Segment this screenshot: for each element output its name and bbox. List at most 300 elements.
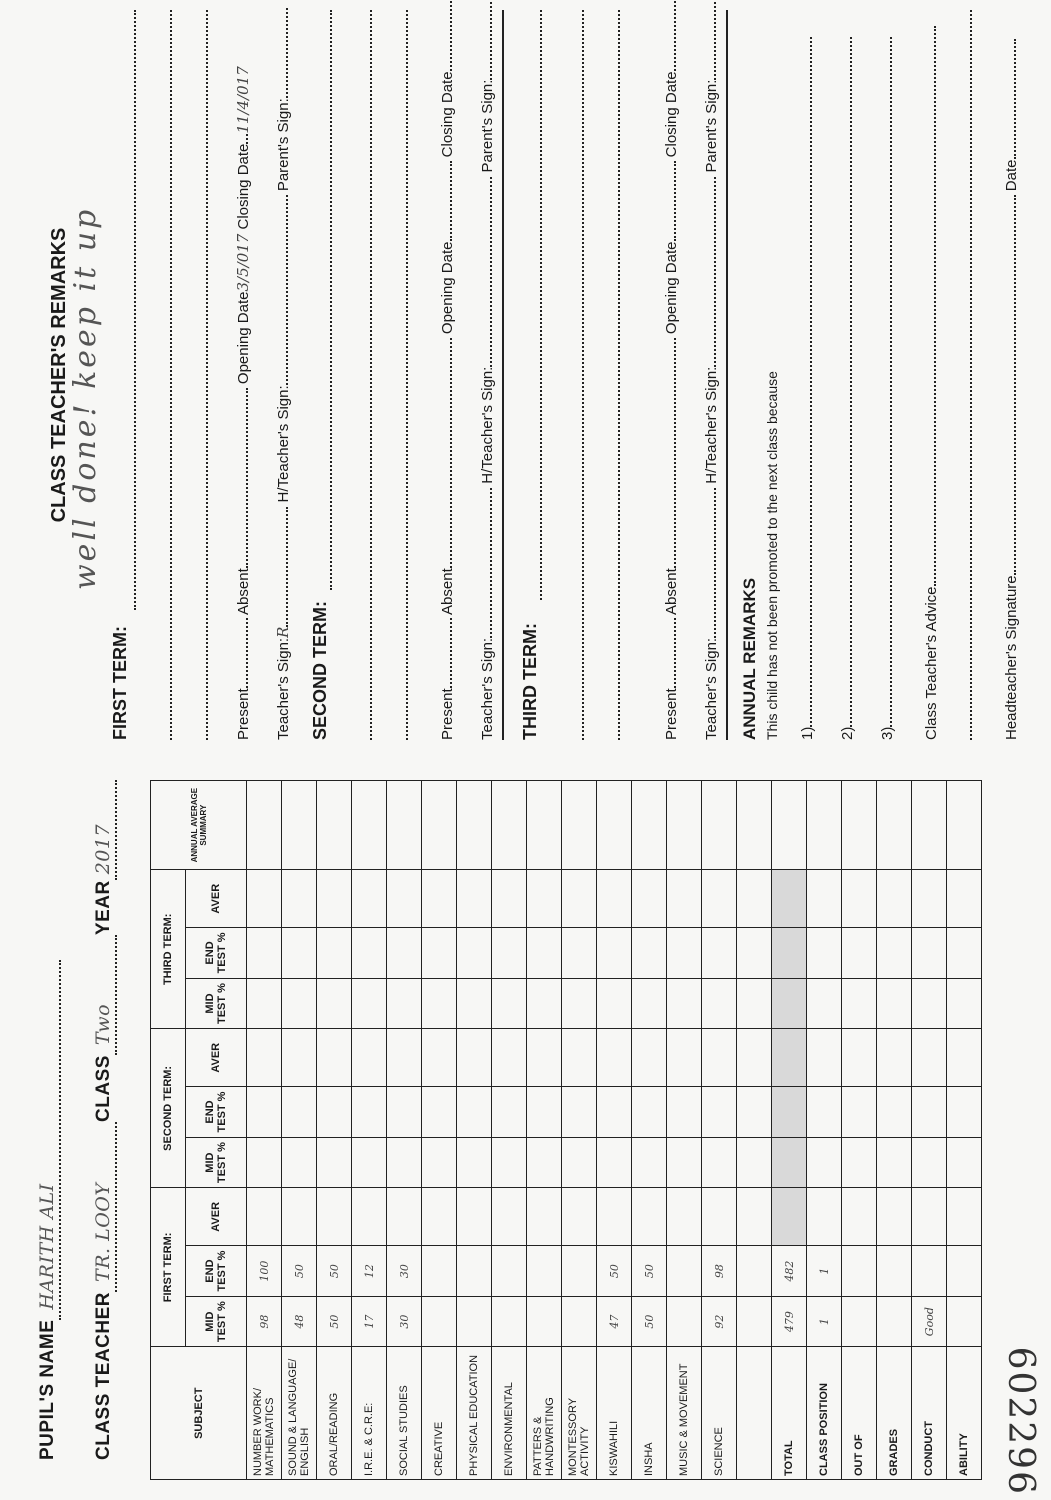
- t1-mid-summary-cell: Good: [912, 1296, 947, 1347]
- subject-cell: ORAL/READING: [317, 1347, 352, 1480]
- empty-cell: [492, 1137, 527, 1188]
- t1-mid-cell: 48: [282, 1296, 317, 1347]
- empty-cell: [457, 928, 492, 979]
- t1-mid-cell: 50: [632, 1296, 667, 1347]
- t1-mid-cell: [422, 1296, 457, 1347]
- t1-mid-cell: 92: [702, 1296, 737, 1347]
- empty-cell: [877, 928, 912, 979]
- empty-cell: [597, 978, 632, 1029]
- empty-cell: [912, 1137, 947, 1188]
- t1-end-summary-cell: 1: [807, 1246, 842, 1297]
- t1-end-cell: 30: [387, 1246, 422, 1297]
- t1-mid-cell: 50: [317, 1296, 352, 1347]
- empty-cell: [247, 928, 282, 979]
- class-info-line: [92, 780, 117, 1460]
- class-teacher-label: CLASS TEACHER: [93, 1291, 114, 1460]
- subject-cell: SOUND & LANGUAGE/ ENGLISH: [282, 1347, 317, 1480]
- first-term-line-3: [206, 10, 208, 740]
- empty-cell: [702, 1087, 737, 1138]
- empty-cell: [247, 1087, 282, 1138]
- table-row: [667, 781, 702, 1480]
- serial-number-stamp: 602296: [1000, 1346, 1041, 1496]
- empty-cell: [947, 781, 982, 870]
- empty-cell: [527, 978, 562, 1029]
- empty-cell: [807, 1188, 842, 1246]
- empty-cell: [667, 781, 702, 870]
- first-term-signatures: Teacher's Sign:R H/Teacher's Sign: Parent's Sign:: [272, 8, 292, 740]
- summary-row: [807, 781, 842, 1480]
- empty-cell: [457, 1137, 492, 1188]
- annual-item-2: 2): [836, 37, 856, 740]
- third-term-divider: [726, 10, 728, 740]
- empty-cell: [667, 1029, 702, 1087]
- empty-cell: [352, 870, 387, 928]
- t1-end-summary-cell: [912, 1246, 947, 1297]
- empty-cell: [702, 870, 737, 928]
- empty-cell: [877, 1087, 912, 1138]
- empty-cell: [317, 1087, 352, 1138]
- empty-cell: [912, 1029, 947, 1087]
- empty-cell: [527, 1137, 562, 1188]
- t1-mid-summary-cell: 479: [772, 1296, 807, 1347]
- subject-cell: I.R.E. & C.R.E:: [352, 1347, 387, 1480]
- t1-end-cell: [492, 1246, 527, 1297]
- empty-cell: [387, 978, 422, 1029]
- pupil-name-line: [36, 960, 61, 1460]
- empty-cell: [772, 1029, 807, 1087]
- empty-cell: [632, 1188, 667, 1246]
- subject-cell: NUMBER WORK/ MATHEMATICS: [247, 1347, 282, 1480]
- empty-cell: [702, 978, 737, 1029]
- empty-cell: [807, 1137, 842, 1188]
- empty-cell: [737, 978, 772, 1029]
- annual-remarks-label: ANNUAL REMARKS: [740, 577, 759, 740]
- summary-label-cell: ABILITY: [947, 1347, 982, 1480]
- t1-mid-summary-cell: [877, 1296, 912, 1347]
- empty-cell: [807, 870, 842, 928]
- empty-cell: [772, 1087, 807, 1138]
- empty-cell: [317, 978, 352, 1029]
- table-row: [492, 781, 527, 1480]
- empty-cell: [247, 1029, 282, 1087]
- t3-end-header: END TEST %: [186, 928, 247, 979]
- first-term-line-1: [134, 10, 136, 610]
- table-row: [422, 781, 457, 1480]
- empty-cell: [947, 1029, 982, 1087]
- subject-cell: MONTESSORY ACTIVITY: [562, 1347, 597, 1480]
- empty-cell: [947, 1188, 982, 1246]
- summary-row: [842, 781, 877, 1480]
- t1-end-summary-cell: [877, 1246, 912, 1297]
- empty-cell: [912, 978, 947, 1029]
- t1-mid-summary-cell: 1: [807, 1296, 842, 1347]
- empty-cell: [842, 1137, 877, 1188]
- t1-end-cell: 50: [282, 1246, 317, 1297]
- empty-cell: [562, 781, 597, 870]
- summary-row: [912, 781, 947, 1480]
- second-term-label: SECOND TERM:: [310, 601, 330, 740]
- empty-cell: [912, 1087, 947, 1138]
- empty-cell: [772, 928, 807, 979]
- empty-cell: [492, 781, 527, 870]
- t1-end-cell: 50: [632, 1246, 667, 1297]
- empty-cell: [632, 1029, 667, 1087]
- empty-cell: [912, 781, 947, 870]
- empty-cell: [807, 1087, 842, 1138]
- t1-end-cell: 12: [352, 1246, 387, 1297]
- empty-cell: [667, 1087, 702, 1138]
- empty-cell: [842, 1087, 877, 1138]
- empty-cell: [702, 928, 737, 979]
- remarks-section: [0, 0, 1051, 740]
- t1-mid-cell: 47: [597, 1296, 632, 1347]
- empty-cell: [702, 1188, 737, 1246]
- second-term-header: SECOND TERM:: [151, 1029, 186, 1188]
- class-teacher-value: TR. LOOY: [92, 1182, 114, 1282]
- t1-mid-cell: 98: [247, 1296, 282, 1347]
- empty-cell: [282, 1137, 317, 1188]
- t1-end-cell: [457, 1246, 492, 1297]
- table-row: [317, 781, 352, 1480]
- second-term-line-2: [370, 10, 372, 740]
- empty-cell: [387, 928, 422, 979]
- first-closing-date: 11/4/017: [234, 66, 252, 134]
- summary-label-cell: CONDUCT: [912, 1347, 947, 1480]
- empty-cell: [422, 978, 457, 1029]
- advice-line-2: [970, 10, 972, 740]
- empty-cell: [597, 928, 632, 979]
- empty-cell: [772, 978, 807, 1029]
- subject-cell: INSHA: [632, 1347, 667, 1480]
- t1-mid-cell: 17: [352, 1296, 387, 1347]
- empty-cell: [387, 1188, 422, 1246]
- empty-cell: [457, 1029, 492, 1087]
- annual-item-3: 3): [876, 37, 896, 740]
- empty-cell: [667, 928, 702, 979]
- subject-cell: PATTERS & HANDWRITING: [527, 1347, 562, 1480]
- empty-cell: [807, 781, 842, 870]
- table-row: [387, 781, 422, 1480]
- empty-cell: [877, 870, 912, 928]
- empty-cell: [632, 978, 667, 1029]
- summary-label-cell: GRADES: [877, 1347, 912, 1480]
- subject-cell: SCIENCE: [702, 1347, 737, 1480]
- empty-cell: [877, 781, 912, 870]
- empty-cell: [422, 1188, 457, 1246]
- empty-cell: [282, 1188, 317, 1246]
- t1-mid-cell: 30: [387, 1296, 422, 1347]
- empty-cell: [317, 1137, 352, 1188]
- third-term-signatures: Teacher's Sign: H/Teacher's Sign: Parent's Sign:: [700, 0, 720, 740]
- t1-end-cell: 50: [597, 1246, 632, 1297]
- t1-mid-cell: [457, 1296, 492, 1347]
- empty-cell: [352, 928, 387, 979]
- empty-cell: [737, 1087, 772, 1138]
- empty-cell: [562, 1087, 597, 1138]
- empty-cell: [352, 978, 387, 1029]
- empty-cell: [702, 1137, 737, 1188]
- second-term-signatures: Teacher's Sign: H/Teacher's Sign: Parent's Sign:: [476, 0, 496, 740]
- t1-mid-summary-cell: [842, 1296, 877, 1347]
- empty-cell: [807, 978, 842, 1029]
- empty-cell: [247, 1188, 282, 1246]
- empty-cell: [352, 1087, 387, 1138]
- empty-cell: [667, 1188, 702, 1246]
- empty-cell: [772, 870, 807, 928]
- t1-end-summary-cell: [842, 1246, 877, 1297]
- empty-cell: [527, 781, 562, 870]
- t3-mid-header: MID TEST %: [186, 978, 247, 1029]
- empty-cell: [562, 1188, 597, 1246]
- empty-cell: [422, 1137, 457, 1188]
- marks-table: [150, 780, 982, 1480]
- empty-cell: [422, 1029, 457, 1087]
- empty-cell: [352, 1188, 387, 1246]
- empty-cell: [317, 928, 352, 979]
- empty-cell: [597, 1137, 632, 1188]
- empty-cell: [317, 870, 352, 928]
- table-row: [352, 781, 387, 1480]
- empty-cell: [282, 870, 317, 928]
- empty-cell: [282, 1029, 317, 1087]
- subject-cell: ENVIRONMENTAL: [492, 1347, 527, 1480]
- empty-cell: [597, 1029, 632, 1087]
- t1-mid-header: MID TEST %: [186, 1296, 247, 1347]
- empty-cell: [737, 870, 772, 928]
- summary-label-cell: CLASS POSITION: [807, 1347, 842, 1480]
- empty-cell: [877, 978, 912, 1029]
- pupil-name-label: PUPIL'S NAME: [37, 1319, 58, 1460]
- empty-cell: [912, 1188, 947, 1246]
- first-teacher-signature: R: [274, 626, 292, 638]
- empty-cell: [317, 1029, 352, 1087]
- empty-cell: [877, 1188, 912, 1246]
- empty-cell: [737, 1137, 772, 1188]
- empty-cell: [842, 928, 877, 979]
- empty-cell: [597, 781, 632, 870]
- empty-cell: [492, 1029, 527, 1087]
- empty-cell: [422, 781, 457, 870]
- t1-mid-cell: [737, 1296, 772, 1347]
- empty-cell: [562, 1137, 597, 1188]
- subject-cell: PHYSICAL EDUCATION: [457, 1347, 492, 1480]
- empty-cell: [317, 1188, 352, 1246]
- empty-cell: [492, 978, 527, 1029]
- empty-cell: [842, 781, 877, 870]
- empty-cell: [387, 1029, 422, 1087]
- empty-cell: [632, 928, 667, 979]
- t2-mid-header: MID TEST %: [186, 1137, 247, 1188]
- pupil-name-value: HARITH ALI: [36, 1183, 58, 1310]
- empty-cell: [632, 781, 667, 870]
- empty-cell: [947, 928, 982, 979]
- table-row: [702, 781, 737, 1480]
- table-row: [282, 781, 317, 1480]
- empty-cell: [492, 1188, 527, 1246]
- empty-cell: [282, 928, 317, 979]
- empty-cell: [527, 1188, 562, 1246]
- empty-cell: [562, 928, 597, 979]
- year-label: YEAR: [93, 880, 114, 936]
- annual-item-1: 1): [796, 37, 816, 740]
- empty-cell: [737, 1029, 772, 1087]
- t2-aver-header: AVER: [186, 1029, 247, 1087]
- empty-cell: [527, 928, 562, 979]
- empty-cell: [947, 1087, 982, 1138]
- empty-cell: [562, 978, 597, 1029]
- empty-cell: [527, 870, 562, 928]
- empty-cell: [737, 928, 772, 979]
- first-term-line-2: [170, 10, 172, 740]
- empty-cell: [422, 1087, 457, 1138]
- annual-remarks-sentence: This child has not been promoted to the next class because: [764, 371, 780, 740]
- empty-cell: [317, 781, 352, 870]
- empty-cell: [667, 1137, 702, 1188]
- empty-cell: [947, 978, 982, 1029]
- empty-cell: [807, 928, 842, 979]
- third-term-label: THIRD TERM:: [520, 623, 540, 740]
- empty-cell: [562, 1029, 597, 1087]
- empty-cell: [387, 781, 422, 870]
- table-row: [562, 781, 597, 1480]
- empty-cell: [247, 978, 282, 1029]
- subject-cell: MUSIC & MOVEMENT: [667, 1347, 702, 1480]
- t1-end-cell: [737, 1246, 772, 1297]
- table-row: [737, 781, 772, 1480]
- empty-cell: [632, 870, 667, 928]
- empty-cell: [282, 781, 317, 870]
- table-row: [597, 781, 632, 1480]
- summary-row: [772, 781, 807, 1480]
- empty-cell: [457, 978, 492, 1029]
- t2-end-header: END TEST %: [186, 1087, 247, 1138]
- empty-cell: [247, 870, 282, 928]
- third-term-line-2: [582, 10, 584, 740]
- table-row: [457, 781, 492, 1480]
- subject-cell: CREATIVE: [422, 1347, 457, 1480]
- marks-section: [0, 750, 1051, 1500]
- empty-cell: [912, 928, 947, 979]
- summary-label-cell: OUT OF: [842, 1347, 877, 1480]
- empty-cell: [527, 1029, 562, 1087]
- annual-average-header: ANNUAL AVERAGE SUMMARY: [151, 781, 247, 870]
- empty-cell: [282, 1087, 317, 1138]
- empty-cell: [912, 870, 947, 928]
- empty-cell: [772, 1137, 807, 1188]
- t1-mid-cell: [492, 1296, 527, 1347]
- empty-cell: [527, 1087, 562, 1138]
- empty-cell: [772, 781, 807, 870]
- first-term-label: FIRST TERM:: [110, 626, 130, 740]
- t1-mid-cell: [527, 1296, 562, 1347]
- t1-mid-cell: [667, 1296, 702, 1347]
- empty-cell: [282, 978, 317, 1029]
- empty-cell: [387, 1087, 422, 1138]
- third-term-header: THIRD TERM:: [151, 870, 186, 1029]
- empty-cell: [422, 928, 457, 979]
- t1-end-summary-cell: [947, 1246, 982, 1297]
- empty-cell: [597, 1087, 632, 1138]
- first-term-attendance: Present Absent Opening Date3/5/017 Closing Date11/4/017: [234, 66, 252, 740]
- empty-cell: [457, 870, 492, 928]
- t3-aver-header: AVER: [186, 870, 247, 928]
- t1-mid-summary-cell: [947, 1296, 982, 1347]
- second-term-line-1: [330, 10, 332, 590]
- empty-cell: [492, 1087, 527, 1138]
- t1-end-cell: [527, 1246, 562, 1297]
- empty-cell: [597, 870, 632, 928]
- t1-end-header: END TEST %: [186, 1246, 247, 1297]
- empty-cell: [947, 870, 982, 928]
- second-term-line-3: [406, 10, 408, 740]
- empty-cell: [667, 978, 702, 1029]
- empty-cell: [562, 870, 597, 928]
- empty-cell: [457, 1188, 492, 1246]
- summary-row: [947, 781, 982, 1480]
- empty-cell: [702, 1029, 737, 1087]
- class-value: Two: [92, 1003, 114, 1046]
- empty-cell: [842, 1029, 877, 1087]
- subject-header: SUBJECT: [151, 1347, 247, 1480]
- third-term-line-3: [618, 10, 620, 740]
- first-term-header: FIRST TERM:: [151, 1188, 186, 1347]
- empty-cell: [737, 781, 772, 870]
- empty-cell: [352, 781, 387, 870]
- empty-cell: [877, 1029, 912, 1087]
- t1-end-summary-cell: 482: [772, 1246, 807, 1297]
- second-term-divider: [502, 10, 504, 740]
- empty-cell: [492, 870, 527, 928]
- table-row: [632, 781, 667, 1480]
- second-term-attendance: Present Absent Opening Date Closing Date: [436, 1, 456, 740]
- subject-cell: [737, 1347, 772, 1480]
- summary-row: [877, 781, 912, 1480]
- empty-cell: [737, 1188, 772, 1246]
- t1-end-cell: [562, 1246, 597, 1297]
- subject-cell: KISWAHILI: [597, 1347, 632, 1480]
- class-teacher-advice: Class Teacher's Advice: [920, 27, 940, 741]
- empty-cell: [387, 1137, 422, 1188]
- third-term-attendance: Present Absent Opening Date Closing Date: [660, 1, 680, 740]
- empty-cell: [597, 1188, 632, 1246]
- empty-cell: [632, 1087, 667, 1138]
- first-opening-date: 3/5/017: [234, 233, 252, 292]
- empty-cell: [457, 781, 492, 870]
- table-row: [247, 781, 282, 1480]
- t1-end-cell: 98: [702, 1246, 737, 1297]
- empty-cell: [492, 928, 527, 979]
- t1-end-cell: 50: [317, 1246, 352, 1297]
- empty-cell: [422, 870, 457, 928]
- t1-aver-header: AVER: [186, 1188, 247, 1246]
- first-term-remark: well done! keep it up: [68, 206, 103, 590]
- empty-cell: [387, 870, 422, 928]
- empty-cell: [632, 1137, 667, 1188]
- empty-cell: [772, 1188, 807, 1246]
- empty-cell: [877, 1137, 912, 1188]
- empty-cell: [842, 870, 877, 928]
- empty-cell: [247, 1137, 282, 1188]
- table-row: [527, 781, 562, 1480]
- empty-cell: [842, 978, 877, 1029]
- third-term-line-1: [540, 10, 542, 600]
- empty-cell: [947, 1137, 982, 1188]
- remarks-title: CLASS TEACHER'S REMARKS: [48, 227, 70, 523]
- empty-cell: [457, 1087, 492, 1138]
- empty-cell: [352, 1137, 387, 1188]
- year-value: 2017: [92, 823, 114, 875]
- t1-mid-cell: [562, 1296, 597, 1347]
